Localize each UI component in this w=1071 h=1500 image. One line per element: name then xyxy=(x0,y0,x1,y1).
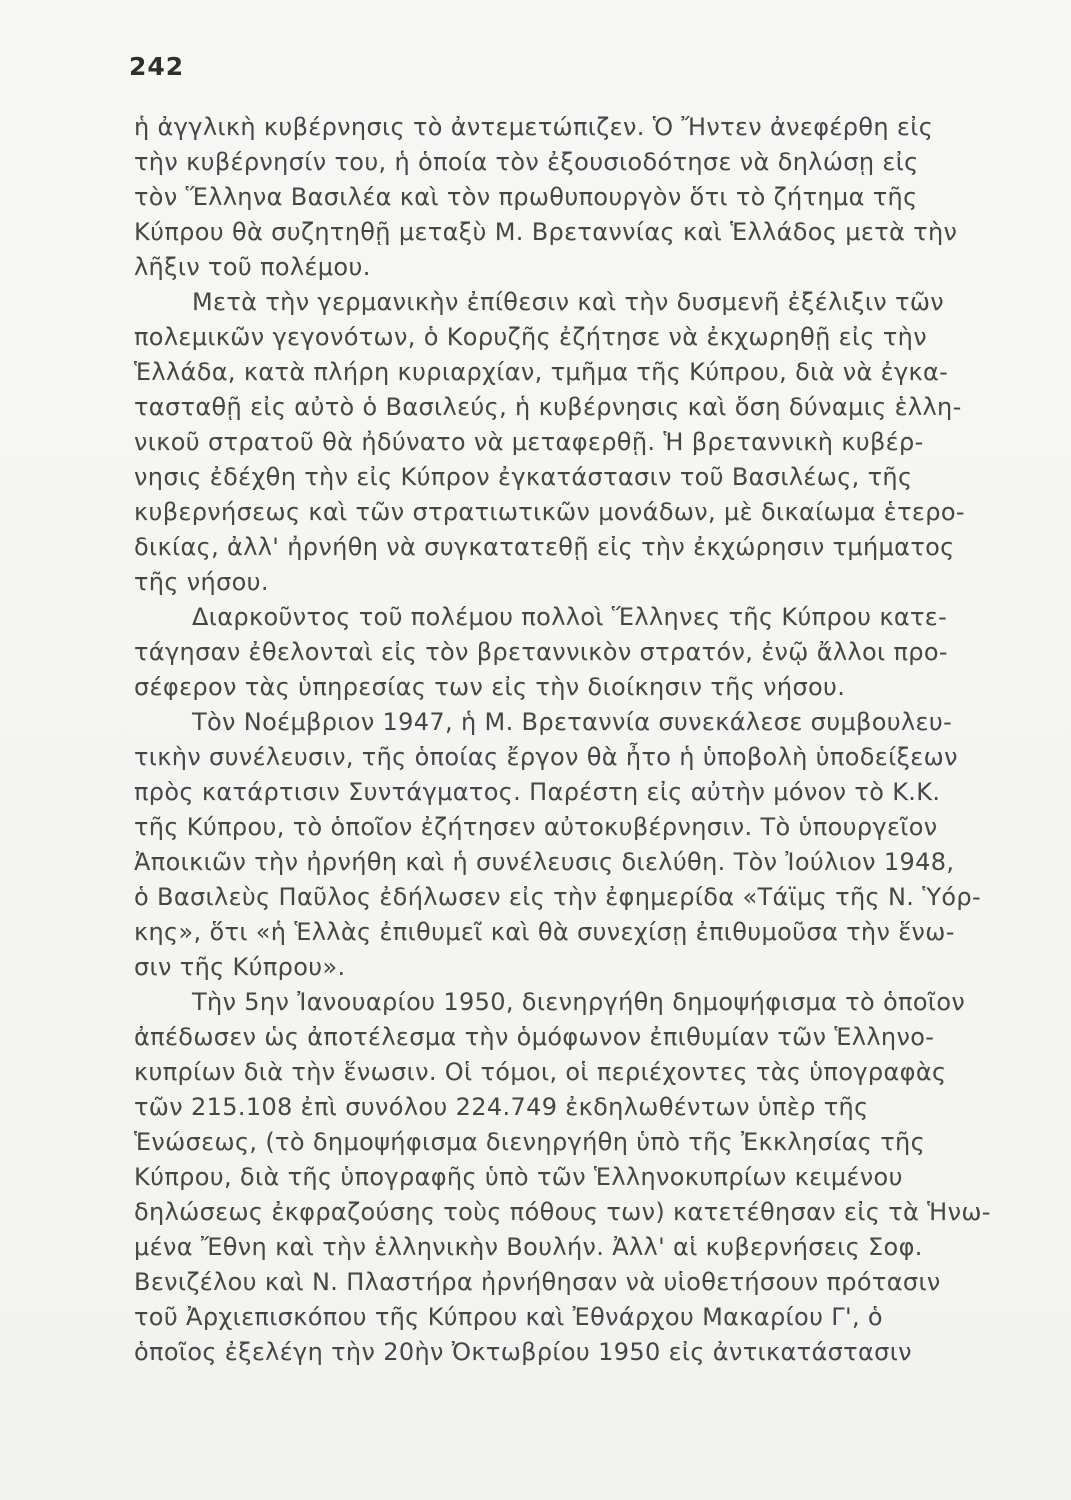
text-line: τάγησαν ἐθελονταὶ εἰς τὸν βρεταννικὸν στρατόν, ἐνῷ ἄλλοι προ- xyxy=(134,638,948,666)
text-line: τὴν κυβέρνησίν του, ἡ ὁποία τὸν ἐξουσιοδότησε νὰ δηλώσῃ εἰς xyxy=(134,148,919,176)
text-line: ἀπέδωσεν ὡς ἀποτέλεσμα τὴν ὁμόφωνον ἐπιθυμίαν τῶν Ἑλληνο- xyxy=(134,1023,935,1051)
text-line: Μετὰ τὴν γερμανικὴν ἐπίθεσιν καὶ τὴν δυσμενῆ ἐξέλιξιν τῶν xyxy=(192,288,945,316)
text-line: Ἑλλάδα, κατὰ πλήρη κυριαρχίαν, τμῆμα τῆς Κύπρου, διὰ νὰ ἐγκα- xyxy=(134,358,949,386)
text-line: τῆς Κύπρου, τὸ ὁποῖον ἐζήτησεν αὐτοκυβέρνησιν. Τὸ ὑπουργεῖον xyxy=(134,813,938,841)
text-line: πρὸς κατάρτισιν Συντάγματος. Παρέστη εἰς αὐτὴν μόνον τὸ Κ.Κ. xyxy=(134,778,941,806)
text-line: κης», ὅτι «ἡ Ἑλλὰς ἐπιθυμεῖ καὶ θὰ συνεχίσῃ ἐπιθυμοῦσα τὴν ἕνω- xyxy=(134,918,955,946)
text-line: ἡ ἀγγλικὴ κυβέρνησις τὸ ἀντεμετώπιζεν. Ὁ Ἤντεν ἀνεφέρθη εἰς xyxy=(134,113,934,141)
text-line: Διαρκοῦντος τοῦ πολέμου πολλοὶ Ἕλληνες τῆς Κύπρου κατε- xyxy=(192,603,948,631)
text-line: Τὴν 5ην Ἰανουαρίου 1950, διενηργήθη δημοψήφισμα τὸ ὁποῖον xyxy=(192,988,966,1016)
text-line: Ἑνώσεως, (τὸ δημοψήφισμα διενηργήθη ὑπὸ τῆς Ἐκκλησίας τῆς xyxy=(134,1128,926,1156)
text-line: σέφερον τὰς ὑπηρεσίας των εἰς τὴν διοίκησιν τῆς νήσου. xyxy=(134,673,846,701)
text-line: τοῦ Ἀρχιεπισκόπου τῆς Κύπρου καὶ Ἐθνάρχου Μακαρίου Γ', ὁ xyxy=(134,1303,883,1331)
text-line: Κύπρου, διὰ τῆς ὑπογραφῆς ὑπὸ τῶν Ἑλληνοκυπρίων κειμένου xyxy=(134,1163,903,1191)
text-line: Βενιζέλου καὶ Ν. Πλαστήρα ἠρνήθησαν νὰ υἱοθετήσουν πρότασιν xyxy=(134,1268,941,1296)
text-line: μένα Ἔθνη καὶ τὴν ἑλληνικὴν Βουλήν. Ἀλλ' αἱ κυβερνήσεις Σοφ. xyxy=(134,1233,923,1261)
page-number: 242 xyxy=(129,52,185,81)
text-line: λῆξιν τοῦ πολέμου. xyxy=(134,253,371,281)
text-line: σιν τῆς Κύπρου». xyxy=(134,953,346,981)
text-line: κυπρίων διὰ τὴν ἕνωσιν. Οἱ τόμοι, οἱ περιέχοντες τὰς ὑπογραφὰς xyxy=(134,1058,947,1086)
text-line: ὁποῖος ἐξελέγη τὴν 20ὴν Ὀκτωβρίου 1950 εἰς ἀντικατάστασιν xyxy=(134,1338,912,1366)
text-line: πολεμικῶν γεγονότων, ὁ Κορυζῆς ἐζήτησε νὰ ἐκχωρηθῇ εἰς τὴν xyxy=(134,323,927,351)
text-line: Κύπρου θὰ συζητηθῇ μεταξὺ Μ. Βρεταννίας καὶ Ἑλλάδος μετὰ τὴν xyxy=(134,218,958,246)
text-line: ὁ Βασιλεὺς Παῦλος ἐδήλωσεν εἰς τὴν ἐφημερίδα «Τάϊμς τῆς Ν. Ὑόρ- xyxy=(134,883,981,911)
text-line: νησις ἐδέχθη τὴν εἰς Κύπρον ἐγκατάστασιν τοῦ Βασιλέως, τῆς xyxy=(134,463,913,491)
text-line: τῶν 215.108 ἐπὶ συνόλου 224.749 ἐκδηλωθέντων ὑπὲρ τῆς xyxy=(134,1093,869,1121)
text-line: Ἀποικιῶν τὴν ἠρνήθη καὶ ἡ συνέλευσις διελύθη. Τὸν Ἰούλιον 1948, xyxy=(134,848,955,876)
text-line: νικοῦ στρατοῦ θὰ ἠδύνατο νὰ μεταφερθῇ. Ἡ βρεταννικὴ κυβέρ- xyxy=(134,428,924,456)
text-line: τῆς νήσου. xyxy=(134,568,269,596)
text-line: Τὸν Νοέμβριον 1947, ἡ Μ. Βρεταννία συνεκάλεσε συμβουλευ- xyxy=(192,708,953,736)
text-line: κυβερνήσεως καὶ τῶν στρατιωτικῶν μονάδων, μὲ δικαίωμα ἑτερο- xyxy=(134,498,965,526)
text-line: τικὴν συνέλευσιν, τῆς ὁποίας ἔργον θὰ ἦτο ἡ ὑποβολὴ ὑποδείξεων xyxy=(134,743,958,771)
text-line: δικίας, ἀλλ' ἠρνήθη νὰ συγκατατεθῇ εἰς τὴν ἐκχώρησιν τμήματος xyxy=(134,533,955,561)
text-line: τὸν Ἕλληνα Βασιλέα καὶ τὸν πρωθυπουργὸν ὅτι τὸ ζήτημα τῆς xyxy=(134,183,918,211)
text-line: τασταθῇ εἰς αὐτὸ ὁ Βασιλεύς, ἡ κυβέρνησις καὶ ὅση δύναμις ἑλλη- xyxy=(134,393,962,421)
text-line: δηλώσεως ἐκφραζούσης τοὺς πόθους των) κατετέθησαν εἰς τὰ Ἡνω- xyxy=(134,1198,991,1226)
